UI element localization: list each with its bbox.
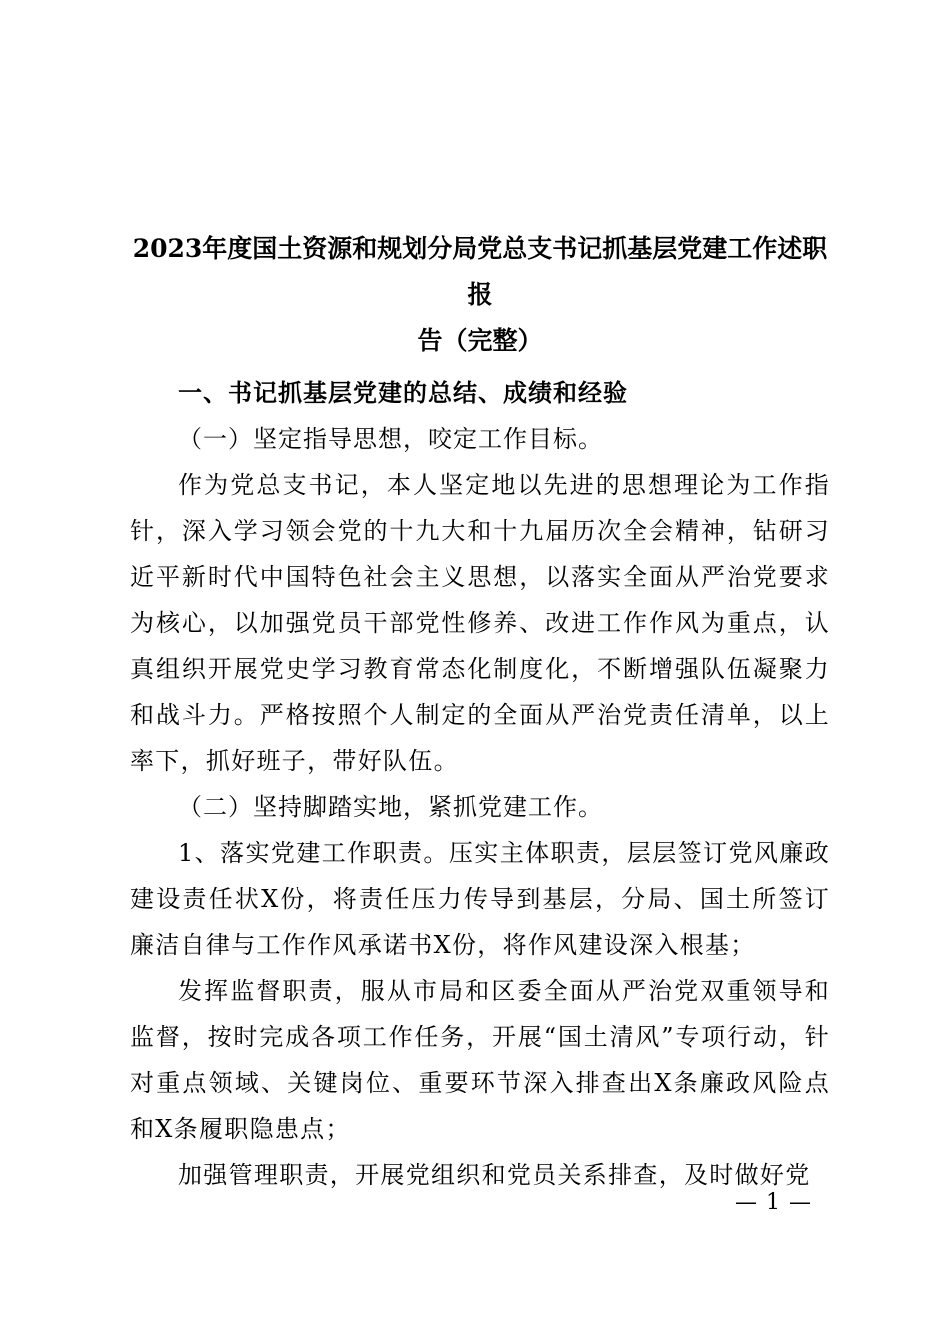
paragraph-4: 加强管理职责，开展党组织和党员关系排查，及时做好党 <box>178 1161 811 1189</box>
document-body <box>130 226 830 1198</box>
paragraph-2: 1、落实党建工作职责。压实主体职责，层层签订党风廉政建设责任状X份，将责任压力传导到基层，分局、国土所签订廉洁自律与工作作风承诺书X份，将作风建设深入根基； <box>130 839 830 959</box>
paragraph-1: 作为党总支书记，本人坚定地以先进的思想理论为工作指针，深入学习领会党的十九大和十九届历次全会精神，钻研习近平新时代中国特色社会主义思想，以落实全面从严治党要求为核心，以加强党员干部党性修养、改进工作作风为重点，认真组织开展党史学习教育常态化制度化，不断增强队伍凝聚力和战斗力。严格按照个人制定的全面从严治党责任清单，以上率下，抓好班子，带好队伍。 <box>130 471 830 775</box>
page-number: — 1 — <box>735 1190 812 1215</box>
subsection-heading-1: （一）坚定指导思想，咬定工作目标。 <box>178 425 603 453</box>
subsection-heading-2: （二）坚持脚踏实地，紧抓党建工作。 <box>178 793 603 821</box>
section-heading-1: 一、书记抓基层党建的总结、成绩和经验 <box>178 379 628 407</box>
paragraph-3: 发挥监督职责，服从市局和区委全面从严治党双重领导和监督，按时完成各项工作任务，开展“国土清风”专项行动，针对重点领域、关键岗位、重要环节深入排查出X条廉政风险点和X条履职隐患点； <box>130 977 830 1143</box>
title-line-2: 告（完整） <box>417 326 543 355</box>
document-title <box>130 226 830 364</box>
title-line-1: 2023年度国土资源和规划分局党总支书记抓基层党建工作述职报 <box>132 234 828 309</box>
